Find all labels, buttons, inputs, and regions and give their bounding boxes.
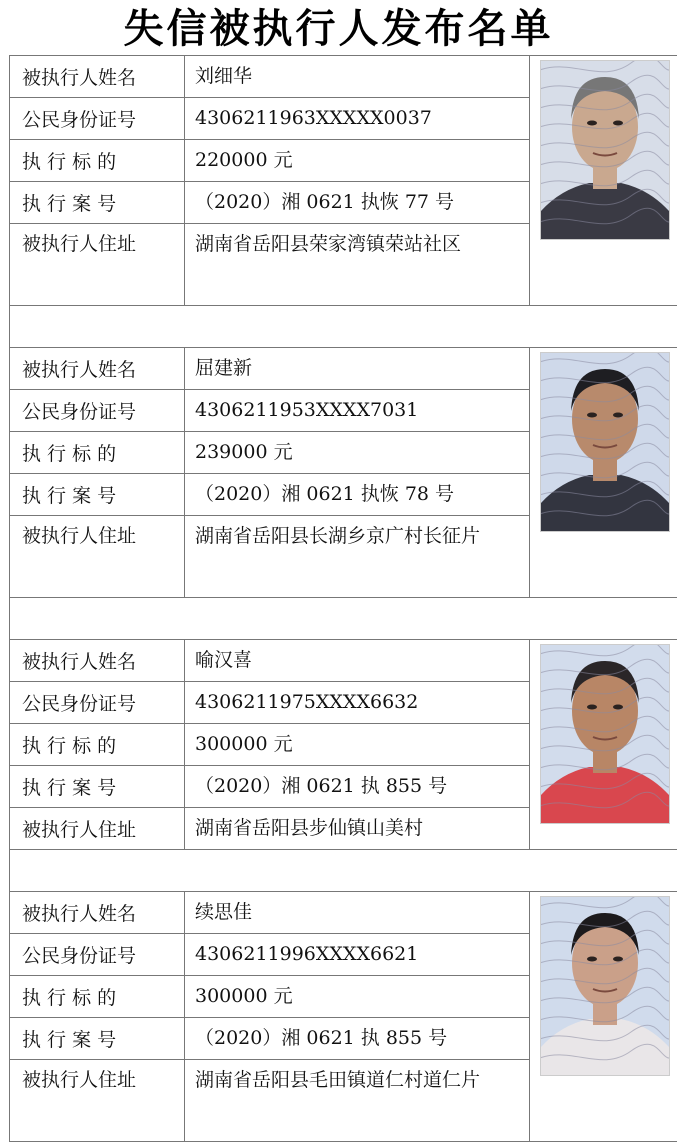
person-address: 湖南省岳阳县步仙镇山美村 bbox=[185, 808, 530, 850]
table-row bbox=[10, 892, 677, 934]
person-id-number: 4306211996XXXX6621 bbox=[185, 934, 530, 976]
person-name: 刘细华 bbox=[185, 56, 530, 98]
label-address: 被执行人住址 bbox=[10, 808, 185, 850]
person-case-number: （2020）湘 0621 执恢 77 号 bbox=[185, 182, 530, 224]
label-address: 被执行人住址 bbox=[10, 1060, 185, 1142]
label-amount: 执 行 标 的 bbox=[10, 432, 185, 474]
label-id: 公民身份证号 bbox=[10, 682, 185, 724]
separator-row bbox=[10, 598, 677, 640]
page-title: 失信被执行人发布名单 bbox=[0, 2, 677, 56]
person-name: 续思佳 bbox=[185, 892, 530, 934]
photo-eye bbox=[587, 121, 597, 126]
label-case: 执 行 案 号 bbox=[10, 182, 185, 224]
person-amount: 300000 元 bbox=[185, 724, 530, 766]
table-row bbox=[10, 348, 677, 390]
label-name: 被执行人姓名 bbox=[10, 56, 185, 98]
person-photo bbox=[540, 896, 670, 1076]
photo-eye bbox=[587, 413, 597, 418]
photo-eye bbox=[613, 121, 623, 126]
photo-eye bbox=[587, 705, 597, 710]
person-name: 喻汉喜 bbox=[185, 640, 530, 682]
photo-eye bbox=[587, 957, 597, 962]
separator-row bbox=[10, 850, 677, 892]
person-case-number: （2020）湘 0621 执 855 号 bbox=[185, 1018, 530, 1060]
label-amount: 执 行 标 的 bbox=[10, 976, 185, 1018]
label-amount: 执 行 标 的 bbox=[10, 140, 185, 182]
label-case: 执 行 案 号 bbox=[10, 474, 185, 516]
person-id-number: 4306211953XXXX7031 bbox=[185, 390, 530, 432]
label-name: 被执行人姓名 bbox=[10, 892, 185, 934]
table-row bbox=[10, 640, 677, 682]
photo-cell bbox=[530, 348, 677, 598]
photo-eye bbox=[613, 705, 623, 710]
label-id: 公民身份证号 bbox=[10, 934, 185, 976]
label-id: 公民身份证号 bbox=[10, 390, 185, 432]
separator-row bbox=[10, 306, 677, 348]
label-name: 被执行人姓名 bbox=[10, 640, 185, 682]
photo-cell bbox=[530, 56, 677, 306]
person-address: 湖南省岳阳县长湖乡京广村长征片 bbox=[185, 516, 530, 598]
person-photo bbox=[540, 644, 670, 824]
label-amount: 执 行 标 的 bbox=[10, 724, 185, 766]
label-address: 被执行人住址 bbox=[10, 516, 185, 598]
label-address: 被执行人住址 bbox=[10, 224, 185, 306]
person-amount: 220000 元 bbox=[185, 140, 530, 182]
person-id-number: 4306211975XXXX6632 bbox=[185, 682, 530, 724]
person-case-number: （2020）湘 0621 执恢 78 号 bbox=[185, 474, 530, 516]
label-case: 执 行 案 号 bbox=[10, 1018, 185, 1060]
table-row bbox=[10, 56, 677, 98]
label-case: 执 行 案 号 bbox=[10, 766, 185, 808]
dishonest-debtor-table bbox=[9, 55, 677, 1142]
person-name: 屈建新 bbox=[185, 348, 530, 390]
person-address: 湖南省岳阳县毛田镇道仁村道仁片 bbox=[185, 1060, 530, 1142]
person-id-number: 4306211963XXXXX0037 bbox=[185, 98, 530, 140]
photo-eye bbox=[613, 957, 623, 962]
person-amount: 300000 元 bbox=[185, 976, 530, 1018]
photo-eye bbox=[613, 413, 623, 418]
person-case-number: （2020）湘 0621 执 855 号 bbox=[185, 766, 530, 808]
person-photo bbox=[540, 352, 670, 532]
person-address: 湖南省岳阳县荣家湾镇荣站社区 bbox=[185, 224, 530, 306]
person-photo bbox=[540, 60, 670, 240]
photo-cell bbox=[530, 640, 677, 850]
label-id: 公民身份证号 bbox=[10, 98, 185, 140]
photo-cell bbox=[530, 892, 677, 1142]
label-name: 被执行人姓名 bbox=[10, 348, 185, 390]
person-amount: 239000 元 bbox=[185, 432, 530, 474]
